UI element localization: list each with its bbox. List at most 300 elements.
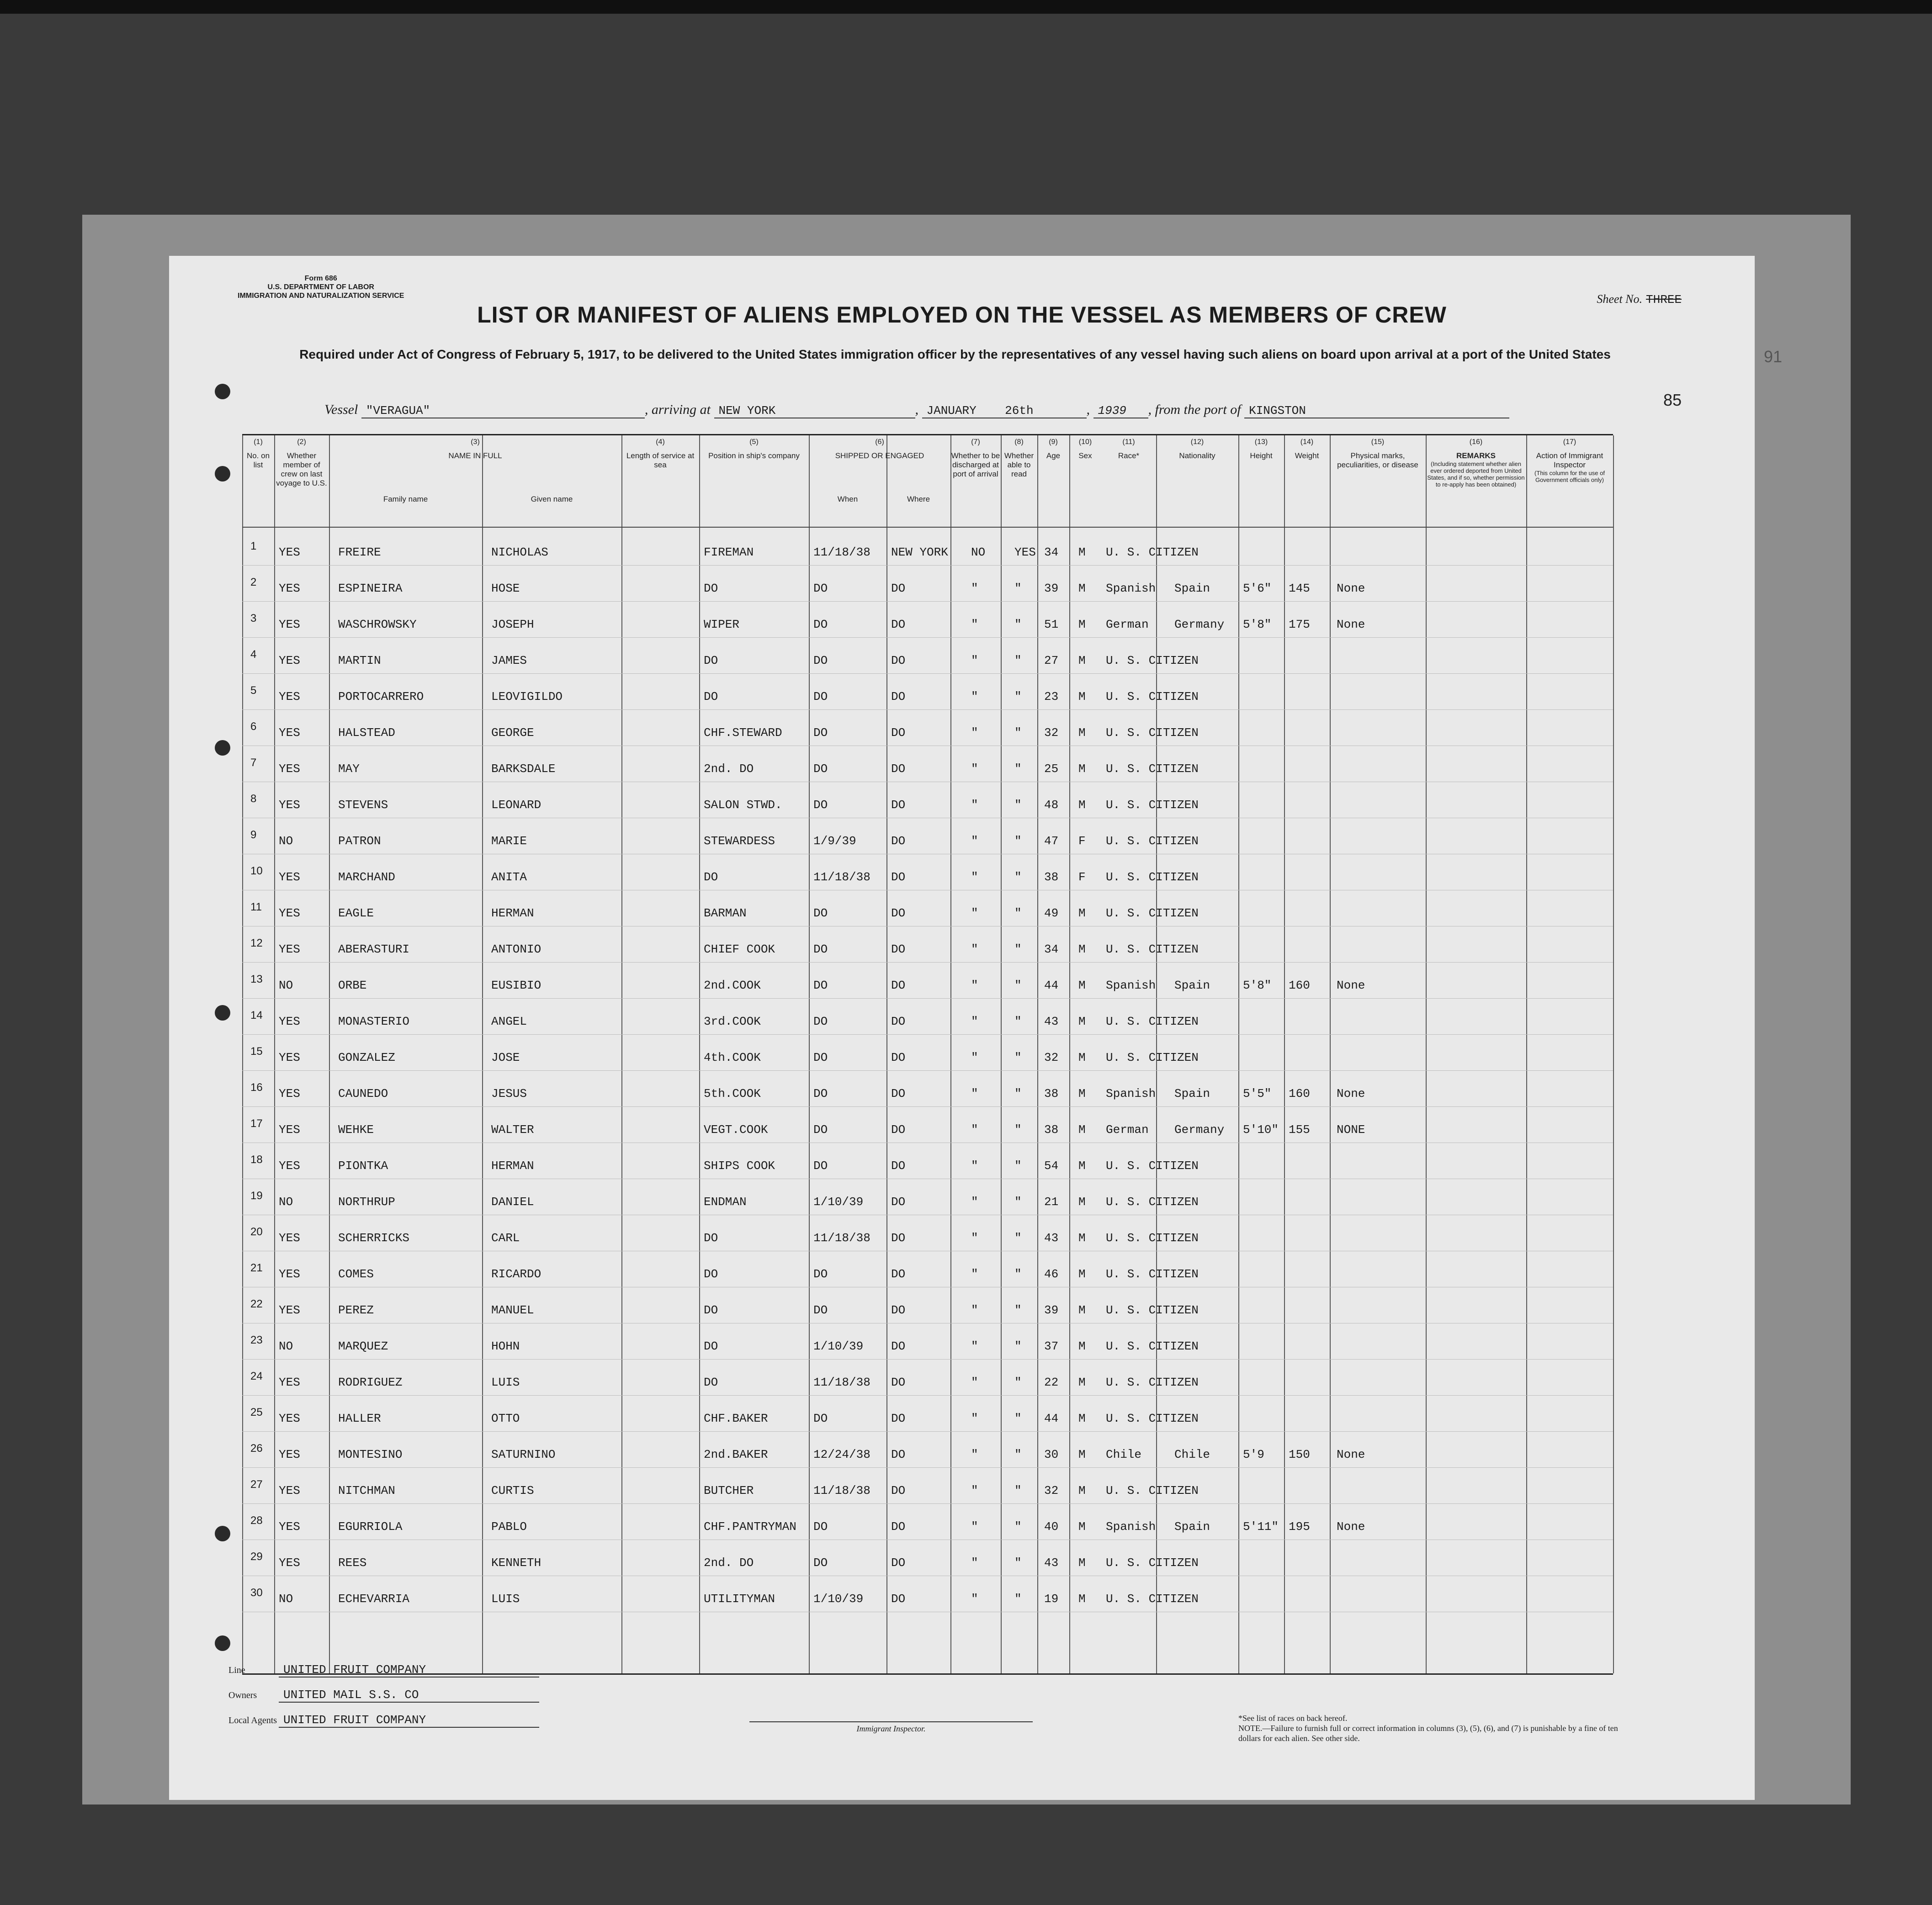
table-row <box>242 746 1613 782</box>
cell-race: U. S. CITIZEN <box>1106 545 1199 559</box>
cell-shipped-when: 12/24/38 <box>813 1448 870 1461</box>
table-row <box>242 782 1613 818</box>
cell-able-to-read: " <box>1014 1123 1022 1137</box>
header-weight: (14) Weight <box>1295 438 1319 460</box>
cell-age: 22 <box>1044 1376 1059 1389</box>
sheet-number-value: THREE <box>1645 293 1682 307</box>
cell-age: 19 <box>1044 1592 1059 1606</box>
cell-given-name: PABLO <box>491 1520 527 1534</box>
cell-last-voyage: YES <box>279 1267 300 1281</box>
cell-last-voyage: YES <box>279 1159 300 1173</box>
vessel-label: Vessel <box>324 402 358 417</box>
cell-able-to-read: " <box>1014 1448 1022 1461</box>
cell-given-name: OTTO <box>491 1412 520 1425</box>
cell-last-voyage: YES <box>279 1484 300 1498</box>
cell-race: U. S. CITIZEN <box>1106 1195 1199 1209</box>
cell-shipped-where: DO <box>891 1556 906 1570</box>
cell-position: 3rd.COOK <box>704 1015 761 1028</box>
cell-race: German <box>1106 618 1149 631</box>
cell-sex: M <box>1078 1376 1086 1389</box>
cell-position: VEGT.COOK <box>704 1123 768 1137</box>
cell-age: 39 <box>1044 1303 1059 1317</box>
cell-row-number: 30 <box>250 1587 263 1599</box>
cell-position: STEWARDESS <box>704 834 775 848</box>
cell-sex: M <box>1078 1231 1086 1245</box>
arrival-day: 26th <box>1005 404 1034 418</box>
cell-shipped-where: DO <box>891 1051 906 1064</box>
cell-given-name: KENNETH <box>491 1556 541 1570</box>
cell-height: 5'9 <box>1243 1448 1264 1461</box>
cell-height: 5'10" <box>1243 1123 1279 1137</box>
cell-age: 30 <box>1044 1448 1059 1461</box>
cell-able-to-read: " <box>1014 726 1022 740</box>
cell-row-number: 25 <box>250 1406 263 1418</box>
cell-position: DO <box>704 1231 718 1245</box>
cell-last-voyage: YES <box>279 1123 300 1137</box>
cell-able-to-read: " <box>1014 798 1022 812</box>
cell-position: 2nd. DO <box>704 1556 754 1570</box>
cell-family-name: SCHERRICKS <box>338 1231 410 1245</box>
table-row <box>242 1503 1613 1540</box>
header-where: Where <box>907 495 930 503</box>
form-subtitle: Required under Act of Congress of February 5, 1917, to be delivered to the United States immigration officer by the representatives of any vessel having such aliens on board upon arrival at a port of the United States <box>299 347 1611 361</box>
cell-given-name: SATURNINO <box>491 1448 556 1461</box>
header-age: (9) Age <box>1046 438 1061 460</box>
cell-family-name: MARQUEZ <box>338 1339 388 1353</box>
cell-shipped-where: DO <box>891 1267 906 1281</box>
cell-given-name: EUSIBIO <box>491 979 541 992</box>
arrival-port: NEW YORK <box>714 404 915 418</box>
cell-race: U. S. CITIZEN <box>1106 1412 1199 1425</box>
cell-age: 34 <box>1044 545 1059 559</box>
cell-family-name: WASCHROWSKY <box>338 618 417 631</box>
immigrant-inspector-signature-line: Immigrant Inspector. <box>749 1721 1033 1734</box>
cell-given-name: LEOVIGILDO <box>491 690 563 704</box>
cell-given-name: HOSE <box>491 582 520 595</box>
service-name: IMMIGRATION AND NATURALIZATION SERVICE <box>238 292 404 300</box>
cell-discharged: " <box>971 1376 978 1389</box>
cell-shipped-where: DO <box>891 979 906 992</box>
cell-sex: F <box>1078 834 1086 848</box>
cell-last-voyage: NO <box>279 1195 293 1209</box>
cell-position: BARMAN <box>704 906 747 920</box>
cell-last-voyage: YES <box>279 870 300 884</box>
header-position: (5) Position in ship's company <box>708 438 800 460</box>
cell-last-voyage: YES <box>279 618 300 631</box>
cell-row-number: 15 <box>250 1045 263 1058</box>
cell-shipped-when: DO <box>813 1159 828 1173</box>
header-when: When <box>837 495 858 503</box>
cell-family-name: CAUNEDO <box>338 1087 388 1101</box>
cell-able-to-read: " <box>1014 1051 1022 1064</box>
cell-position: ENDMAN <box>704 1195 747 1209</box>
cell-position: UTILITYMAN <box>704 1592 775 1606</box>
manifest-sheet <box>169 256 1755 1800</box>
cell-last-voyage: YES <box>279 654 300 667</box>
cell-discharged: " <box>971 654 978 667</box>
cell-shipped-when: DO <box>813 942 828 956</box>
cell-last-voyage: NO <box>279 834 293 848</box>
cell-last-voyage: YES <box>279 1520 300 1534</box>
cell-position: DO <box>704 654 718 667</box>
cell-row-number: 20 <box>250 1226 263 1238</box>
cell-discharged: " <box>971 870 978 884</box>
cell-position: DO <box>704 1267 718 1281</box>
header-number: (1) No. on list <box>246 438 270 469</box>
departure-port: KINGSTON <box>1244 404 1509 418</box>
cell-family-name: FREIRE <box>338 545 381 559</box>
cell-sex: M <box>1078 1412 1086 1425</box>
line-value: UNITED FRUIT COMPANY <box>279 1663 539 1677</box>
cell-able-to-read: " <box>1014 1087 1022 1101</box>
cell-row-number: 12 <box>250 937 263 949</box>
cell-family-name: PIONTKA <box>338 1159 388 1173</box>
cell-race: Spanish <box>1106 582 1156 595</box>
cell-family-name: ECHEVARRIA <box>338 1592 410 1606</box>
cell-physical-marks: None <box>1337 618 1365 631</box>
cell-race: U. S. CITIZEN <box>1106 942 1199 956</box>
cell-sex: M <box>1078 1087 1086 1101</box>
cell-position: 2nd.BAKER <box>704 1448 768 1461</box>
footer-notes <box>1238 1713 1622 1743</box>
binder-hole <box>215 1005 230 1021</box>
cell-able-to-read: " <box>1014 1556 1022 1570</box>
from-port-label: , from the port of <box>1148 402 1241 417</box>
cell-age: 44 <box>1044 1412 1059 1425</box>
cell-last-voyage: YES <box>279 762 300 776</box>
cell-discharged: NO <box>971 545 986 559</box>
cell-able-to-read: " <box>1014 906 1022 920</box>
footer-owners <box>228 1688 539 1703</box>
cell-physical-marks: None <box>1337 1520 1365 1534</box>
cell-given-name: WALTER <box>491 1123 534 1137</box>
cell-discharged: " <box>971 1592 978 1606</box>
header-nationality: (12) Nationality <box>1179 438 1215 460</box>
cell-age: 43 <box>1044 1015 1059 1028</box>
cell-race: U. S. CITIZEN <box>1106 690 1199 704</box>
table-row <box>242 1467 1613 1504</box>
cell-shipped-where: DO <box>891 1159 906 1173</box>
cell-sex: M <box>1078 1520 1086 1534</box>
cell-position: 2nd. DO <box>704 762 754 776</box>
cell-shipped-when: DO <box>813 582 828 595</box>
cell-row-number: 17 <box>250 1117 263 1130</box>
cell-able-to-read: " <box>1014 762 1022 776</box>
cell-nationality: Chile <box>1174 1448 1210 1461</box>
cell-row-number: 14 <box>250 1009 263 1021</box>
cell-discharged: " <box>971 1484 978 1498</box>
cell-row-number: 13 <box>250 973 263 985</box>
cell-able-to-read: " <box>1014 1376 1022 1389</box>
cell-shipped-when: 11/18/38 <box>813 870 870 884</box>
cell-discharged: " <box>971 1195 978 1209</box>
cell-shipped-where: DO <box>891 1520 906 1534</box>
cell-position: DO <box>704 1303 718 1317</box>
cell-age: 32 <box>1044 1051 1059 1064</box>
arrival-month: JANUARY <box>926 404 977 418</box>
cell-family-name: MAY <box>338 762 360 776</box>
cell-discharged: " <box>971 1412 978 1425</box>
table-row <box>242 1431 1613 1468</box>
cell-shipped-when: DO <box>813 654 828 667</box>
cell-discharged: " <box>971 942 978 956</box>
table-row <box>242 1540 1613 1576</box>
cell-sex: M <box>1078 1195 1086 1209</box>
header-family-name: Family name <box>383 495 428 503</box>
cell-last-voyage: NO <box>279 1339 293 1353</box>
cell-race: U. S. CITIZEN <box>1106 870 1199 884</box>
cell-weight: 160 <box>1289 1087 1310 1101</box>
cell-discharged: " <box>971 1159 978 1173</box>
cell-race: Spanish <box>1106 1520 1156 1534</box>
cell-race: U. S. CITIZEN <box>1106 834 1199 848</box>
cell-race: U. S. CITIZEN <box>1106 906 1199 920</box>
cell-age: 44 <box>1044 979 1059 992</box>
cell-shipped-when: 11/18/38 <box>813 1231 870 1245</box>
cell-shipped-where: DO <box>891 906 906 920</box>
cell-last-voyage: YES <box>279 942 300 956</box>
binder-hole <box>215 384 230 399</box>
cell-given-name: ANITA <box>491 870 527 884</box>
cell-weight: 145 <box>1289 582 1310 595</box>
vessel-name: "VERAGUA" <box>361 404 645 418</box>
cell-row-number: 11 <box>250 901 262 913</box>
cell-row-number: 28 <box>250 1514 263 1527</box>
cell-weight: 160 <box>1289 979 1310 992</box>
header-remarks: (16) REMARKS (Including statement whether alien ever ordered deported from United States, and if so, whether permission to re-apply has been obtained) <box>1427 438 1525 488</box>
cell-shipped-when: DO <box>813 1015 828 1028</box>
cell-race: U. S. CITIZEN <box>1106 762 1199 776</box>
cell-shipped-where: DO <box>891 1412 906 1425</box>
cell-position: CHF.STEWARD <box>704 726 782 740</box>
cell-family-name: MONTESINO <box>338 1448 403 1461</box>
cell-age: 37 <box>1044 1339 1059 1353</box>
cell-last-voyage: YES <box>279 798 300 812</box>
cell-age: 38 <box>1044 1123 1059 1137</box>
table-row <box>242 601 1613 638</box>
sheet-number-label: Sheet No. <box>1597 292 1642 306</box>
table-row <box>242 637 1613 674</box>
cell-given-name: NICHOLAS <box>491 545 548 559</box>
cell-row-number: 18 <box>250 1154 263 1166</box>
cell-race: U. S. CITIZEN <box>1106 1015 1199 1028</box>
cell-able-to-read: " <box>1014 1520 1022 1534</box>
cell-row-number: 29 <box>250 1550 263 1563</box>
header-service-length: (4) Length of service at sea <box>626 438 695 469</box>
line-label: Line <box>228 1665 245 1675</box>
cell-last-voyage: YES <box>279 906 300 920</box>
cell-position: CHF.PANTRYMAN <box>704 1520 796 1534</box>
cell-discharged: " <box>971 1448 978 1461</box>
cell-able-to-read: " <box>1014 1231 1022 1245</box>
header-sex: (10) Sex <box>1078 438 1092 460</box>
cell-position: DO <box>704 1339 718 1353</box>
cell-race: U. S. CITIZEN <box>1106 654 1199 667</box>
header-last-voyage: (2) Whether member of crew on last voyage to U.S. <box>276 438 327 487</box>
cell-given-name: LUIS <box>491 1592 520 1606</box>
cell-last-voyage: NO <box>279 1592 293 1606</box>
cell-shipped-where: DO <box>891 1339 906 1353</box>
cell-given-name: LUIS <box>491 1376 520 1389</box>
table-row <box>242 998 1613 1035</box>
cell-discharged: " <box>971 762 978 776</box>
cell-shipped-where: DO <box>891 726 906 740</box>
cell-shipped-where: DO <box>891 942 906 956</box>
cell-nationality: Spain <box>1174 979 1210 992</box>
cell-shipped-when: DO <box>813 1087 828 1101</box>
cell-shipped-where: DO <box>891 798 906 812</box>
cell-row-number: 21 <box>250 1262 263 1274</box>
cell-age: 23 <box>1044 690 1059 704</box>
cell-position: DO <box>704 582 718 595</box>
cell-given-name: CARL <box>491 1231 520 1245</box>
cell-row-number: 24 <box>250 1370 263 1382</box>
table-row <box>242 1179 1613 1215</box>
cell-discharged: " <box>971 726 978 740</box>
cell-shipped-where: DO <box>891 1087 906 1101</box>
cell-race: Chile <box>1106 1448 1142 1461</box>
cell-row-number: 9 <box>250 829 257 841</box>
cell-race: U. S. CITIZEN <box>1106 726 1199 740</box>
cell-able-to-read: " <box>1014 690 1022 704</box>
races-note: *See list of races on back hereof. <box>1238 1714 1348 1723</box>
cell-discharged: " <box>971 1556 978 1570</box>
cell-weight: 175 <box>1289 618 1310 631</box>
cell-age: 40 <box>1044 1520 1059 1534</box>
cell-shipped-when: DO <box>813 906 828 920</box>
cell-row-number: 8 <box>250 793 257 805</box>
cell-family-name: STEVENS <box>338 798 388 812</box>
cell-able-to-read: " <box>1014 942 1022 956</box>
table-row <box>242 1395 1613 1432</box>
cell-row-number: 26 <box>250 1442 263 1455</box>
cell-age: 39 <box>1044 582 1059 595</box>
owners-label: Owners <box>228 1690 257 1700</box>
header-race: (11) Race* <box>1118 438 1140 460</box>
cell-discharged: " <box>971 834 978 848</box>
cell-given-name: JESUS <box>491 1087 527 1101</box>
cell-sex: F <box>1078 870 1086 884</box>
cell-shipped-when: 1/10/39 <box>813 1592 864 1606</box>
cell-row-number: 10 <box>250 865 263 877</box>
cell-shipped-where: DO <box>891 618 906 631</box>
cell-last-voyage: YES <box>279 1556 300 1570</box>
cell-shipped-when: 1/10/39 <box>813 1195 864 1209</box>
cell-age: 54 <box>1044 1159 1059 1173</box>
crew-table <box>242 434 1613 1675</box>
cell-race: U. S. CITIZEN <box>1106 1339 1199 1353</box>
cell-physical-marks: None <box>1337 1448 1365 1461</box>
cell-age: 48 <box>1044 798 1059 812</box>
cell-sex: M <box>1078 1267 1086 1281</box>
cell-given-name: CURTIS <box>491 1484 534 1498</box>
cell-sex: M <box>1078 1592 1086 1606</box>
cell-shipped-where: DO <box>891 654 906 667</box>
cell-position: DO <box>704 1376 718 1389</box>
cell-position: DO <box>704 870 718 884</box>
cell-sex: M <box>1078 1556 1086 1570</box>
cell-shipped-when: DO <box>813 618 828 631</box>
cell-given-name: MANUEL <box>491 1303 534 1317</box>
cell-height: 5'5" <box>1243 1087 1272 1101</box>
cell-discharged: " <box>971 582 978 595</box>
cell-family-name: EGURRIOLA <box>338 1520 403 1534</box>
cell-position: DO <box>704 690 718 704</box>
cell-discharged: " <box>971 1231 978 1245</box>
cell-shipped-where: DO <box>891 834 906 848</box>
cell-given-name: JAMES <box>491 654 527 667</box>
header-discharged: (7) Whether to be discharged at port of arrival <box>951 438 1000 478</box>
cell-position: 4th.COOK <box>704 1051 761 1064</box>
cell-given-name: JOSE <box>491 1051 520 1064</box>
cell-shipped-where: DO <box>891 1195 906 1209</box>
cell-shipped-when: DO <box>813 1303 828 1317</box>
cell-row-number: 23 <box>250 1334 263 1346</box>
page-number: 85 <box>1663 391 1682 409</box>
cell-race: U. S. CITIZEN <box>1106 1376 1199 1389</box>
binder-hole <box>215 1526 230 1541</box>
cell-physical-marks: None <box>1337 1087 1365 1101</box>
cell-race: U. S. CITIZEN <box>1106 1592 1199 1606</box>
cell-last-voyage: YES <box>279 1087 300 1101</box>
cell-shipped-where: DO <box>891 1592 906 1606</box>
cell-position: WIPER <box>704 618 740 631</box>
cell-physical-marks: None <box>1337 979 1365 992</box>
table-row <box>242 1359 1613 1396</box>
cell-family-name: COMES <box>338 1267 374 1281</box>
cell-last-voyage: YES <box>279 726 300 740</box>
cell-family-name: NITCHMAN <box>338 1484 395 1498</box>
table-row <box>242 1034 1613 1071</box>
arrival-date <box>922 404 1087 418</box>
binder-hole <box>215 1635 230 1651</box>
cell-row-number: 4 <box>250 648 257 661</box>
cell-discharged: " <box>971 1051 978 1064</box>
cell-row-number: 16 <box>250 1081 263 1094</box>
cell-family-name: MARTIN <box>338 654 381 667</box>
header-height: (13) Height <box>1250 438 1273 460</box>
cell-given-name: DANIEL <box>491 1195 534 1209</box>
cell-row-number: 6 <box>250 720 257 733</box>
header-physical-marks: (15) Physical marks, peculiarities, or disease <box>1337 438 1418 469</box>
cell-family-name: ORBE <box>338 979 367 992</box>
cell-row-number: 2 <box>250 576 257 588</box>
table-row <box>242 1215 1613 1251</box>
cell-shipped-where: DO <box>891 582 906 595</box>
cell-nationality: Spain <box>1174 582 1210 595</box>
table-row <box>242 1106 1613 1143</box>
cell-age: 51 <box>1044 618 1059 631</box>
cell-family-name: PORTOCARRERO <box>338 690 424 704</box>
cell-age: 46 <box>1044 1267 1059 1281</box>
cell-race: U. S. CITIZEN <box>1106 1231 1199 1245</box>
cell-given-name: RICARDO <box>491 1267 541 1281</box>
cell-race: U. S. CITIZEN <box>1106 1303 1199 1317</box>
cell-able-to-read: " <box>1014 834 1022 848</box>
cell-weight: 150 <box>1289 1448 1310 1461</box>
cell-age: 25 <box>1044 762 1059 776</box>
cell-sex: M <box>1078 690 1086 704</box>
table-row <box>242 1251 1613 1287</box>
cell-nationality: Germany <box>1174 1123 1225 1137</box>
cell-sex: M <box>1078 582 1086 595</box>
cell-discharged: " <box>971 1123 978 1137</box>
header-given-name: Given name <box>531 495 573 503</box>
cell-shipped-where: DO <box>891 1015 906 1028</box>
cell-last-voyage: YES <box>279 1015 300 1028</box>
cell-sex: M <box>1078 942 1086 956</box>
cell-sex: M <box>1078 1123 1086 1137</box>
